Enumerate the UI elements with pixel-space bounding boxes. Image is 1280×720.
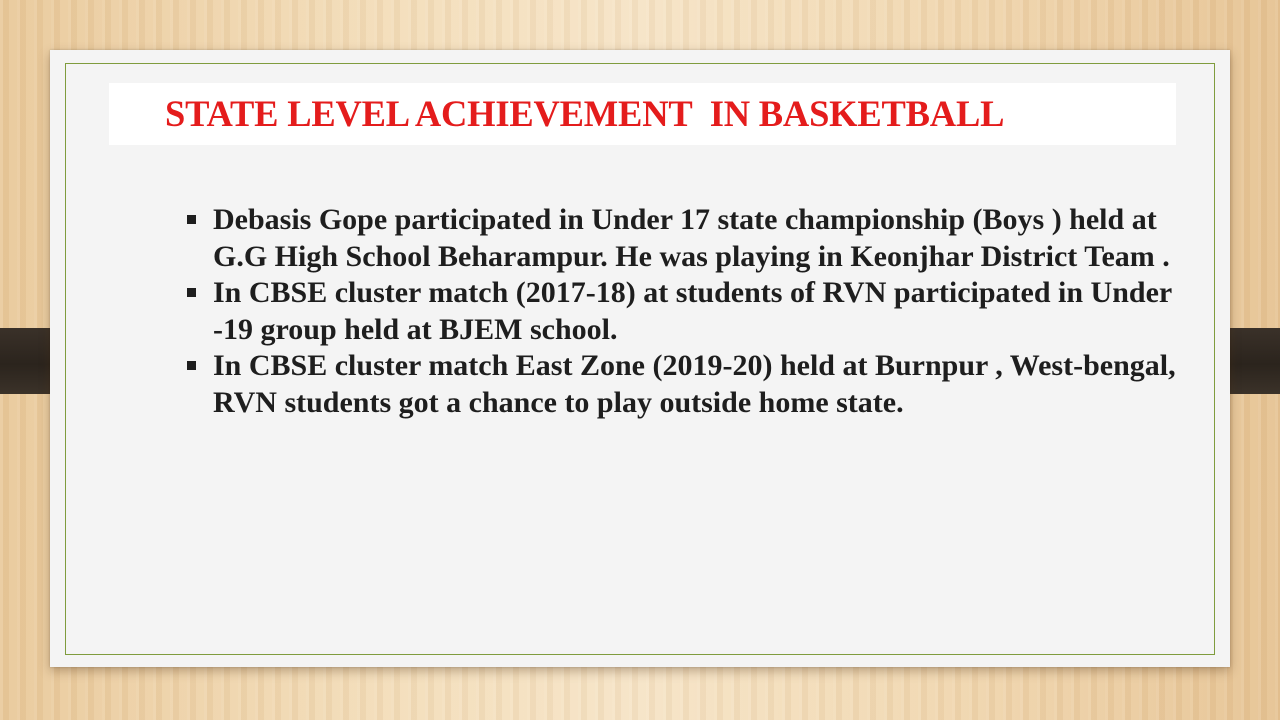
bullet-text: In CBSE cluster match East Zone (2019-20) held at Burnpur , West-bengal, RVN students got a chance to play outside home state. xyxy=(213,349,1176,419)
bullet-item xyxy=(185,275,1185,348)
slide-card xyxy=(50,50,1230,667)
square-bullet-icon xyxy=(187,288,196,297)
bullet-item xyxy=(185,348,1185,421)
bullet-text: In CBSE cluster match (2017-18) at students of RVN participated in Under -19 group held at BJEM school. xyxy=(213,276,1172,346)
bullet-list xyxy=(185,202,1185,421)
bullet-text: Debasis Gope participated in Under 17 state championship (Boys ) held at G.G High School Beharampur. He was playing in Keonjhar District Team . xyxy=(213,203,1170,273)
square-bullet-icon xyxy=(187,361,196,370)
bullet-item xyxy=(185,202,1185,275)
square-bullet-icon xyxy=(187,215,196,224)
slide-title: STATE LEVEL ACHIEVEMENT IN BASKETBALL xyxy=(165,93,1005,134)
